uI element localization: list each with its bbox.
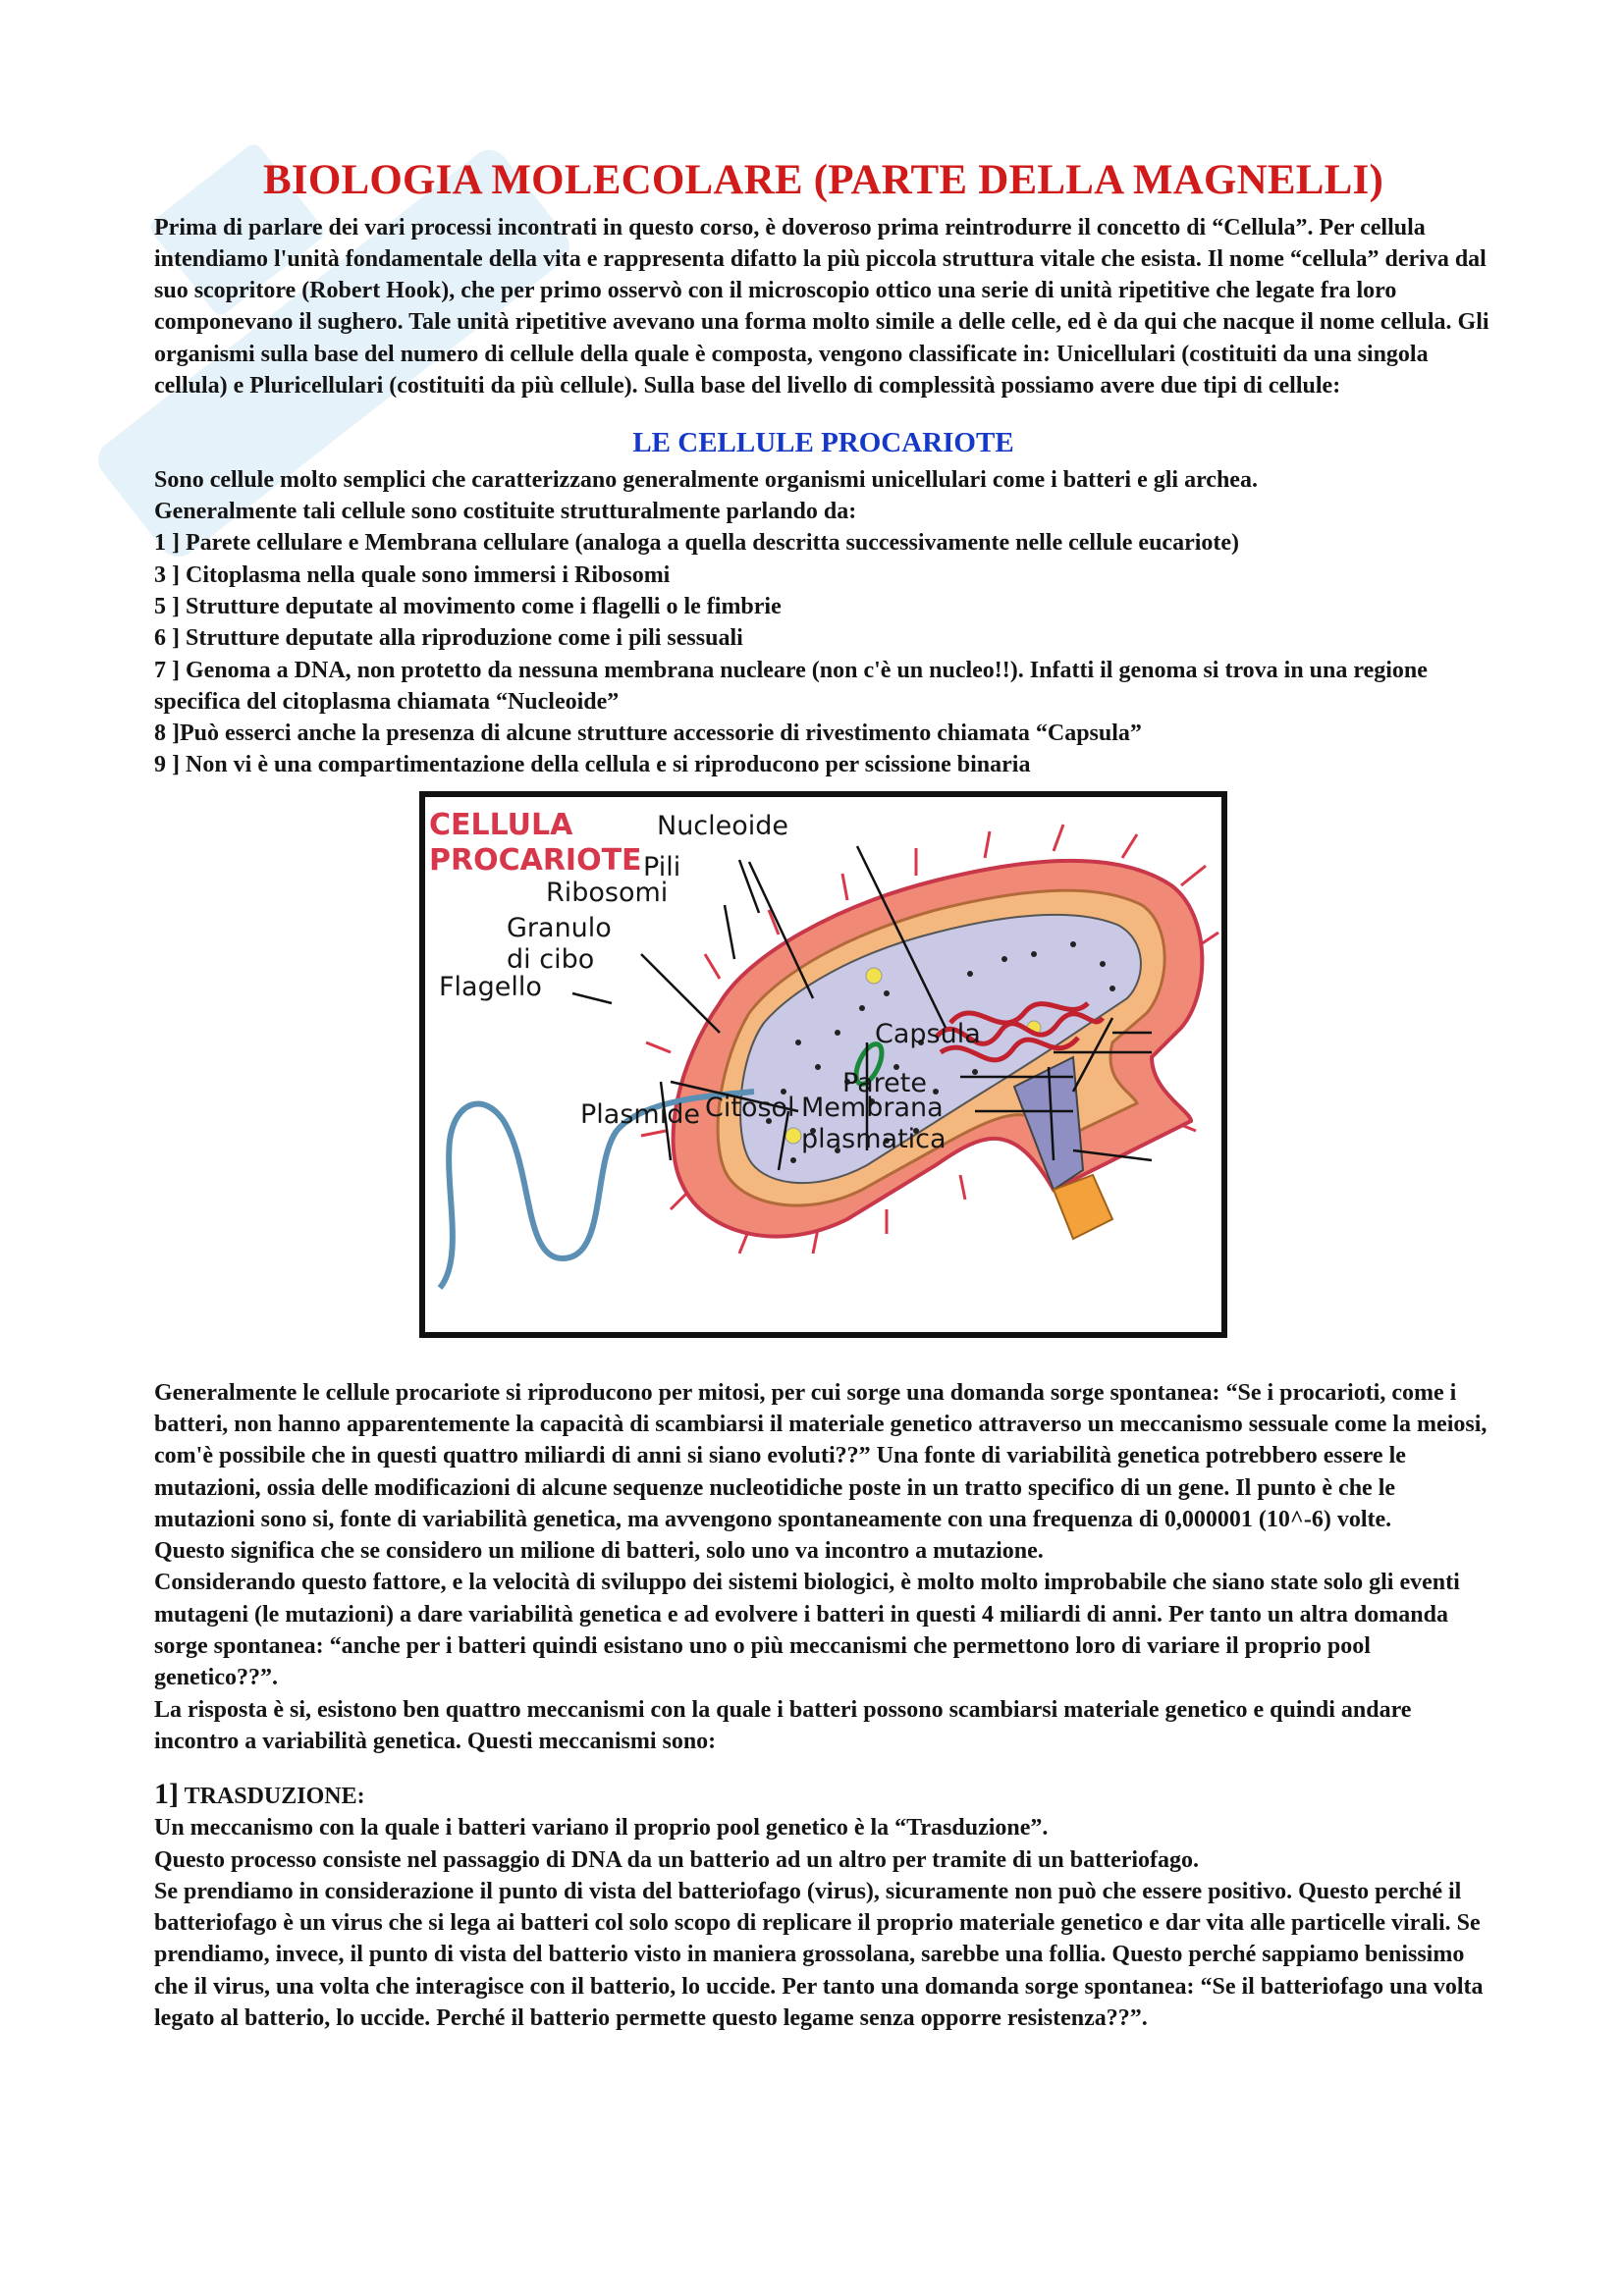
list-item: 9 ] Non vi è una compartimentazione della cellula e si riproducono per scissione binaria xyxy=(154,752,1031,778)
section-intro-line: Sono cellule molto semplici che caratterizzano generalmente organismi unicellulari come i batteri e gli archea. xyxy=(154,466,1258,493)
list-item: 7 ] Genoma a DNA, non protetto da nessuna membrana nucleare (non c'è un nucleo!!). Infatti il genoma si trova in una regione specifica del citoplasma chiamata “Nucleoide” xyxy=(154,657,1428,715)
list-item: 6 ] Strutture deputate alla riproduzione come i pili sessuali xyxy=(154,625,743,652)
section-title: LE CELLULE PROCARIOTE xyxy=(632,427,1014,459)
subsection-line: Se prendiamo in considerazione il punto di vista del batteriofago (virus), sicuramente non può che essere positivo. Questo perché il batteriofago è un virus che si lega ai batteri col solo scopo di replicare il proprio materiale genetico e dar vita alle particelle virali. Se prendiamo, invece, il punto di vista del batterio visto in maniera grossolana, sarebbe una follia. Questo perché sappiamo benissimo che il virus, una volta che interagisce con il batterio, lo uccide. Per tanto una domanda sorge spontanea: “Se il batteriofago una volta legato al batterio, lo uccide. Perché il batterio permette questo legame senza opporre resistenza??”. xyxy=(154,1878,1484,2032)
document-title: BIOLOGIA MOLECOLARE (PARTE DELLA MAGNELLI) xyxy=(263,157,1383,203)
label-membrana-line1: Membrana xyxy=(801,1092,944,1123)
food-granule xyxy=(866,968,882,984)
cell-illustration xyxy=(425,797,1221,1332)
body-paragraph: La risposta è si, esistono ben quattro meccanismi con la quale i batteri possono scambiarsi materiale genetico e quindi andare incontro a variabilità genetica. Questi meccanismi sono: xyxy=(154,1696,1412,1754)
body-paragraph: Generalmente le cellule procariote si riproducono per mitosi, per cui sorge una domanda sorge spontanea: “Se i procarioti, come i batteri, non hanno apparentemente la capacità di scambiarsi il materiale genetico attraverso un meccanismo sessuale come la meiosi, com'è possibile che in questi quattro miliardi di anni si siano evoluti??” Una fonte di variabilità genetica potrebbero essere le mutazioni, ossia delle modificazioni di alcune sequenze nucleotidiche poste in un tratto specifico di un gene. Il punto è che le mutazioni sono si, fonte di variabilità genetica, ma avvengono spontaneamente con una frequenza di 0,000001 (10^-6) volte. xyxy=(154,1379,1488,1532)
subsection-number: 1] xyxy=(154,1778,179,1811)
body-paragraph: Questo significa che se considero un milione di batteri, solo uno va incontro a mutazione. xyxy=(154,1538,1044,1565)
label-parete: Parete xyxy=(842,1067,927,1098)
food-granule xyxy=(785,1128,801,1144)
section-intro-line: Generalmente tali cellule sono costituite strutturalmente parlando da: xyxy=(154,499,857,525)
label-flagello: Flagello xyxy=(439,971,542,1002)
label-membrana-line2: plasmatica xyxy=(801,1123,947,1154)
label-ribosomi: Ribosomi xyxy=(546,877,669,908)
subsection-line: Questo processo consiste nel passaggio di DNA da un batterio ad un altro per tramite di un batteriofago. xyxy=(154,1846,1200,1873)
subsection-line: Un meccanismo con la quale i batteri variano il proprio pool genetico è la “Trasduzione”. xyxy=(154,1815,1049,1842)
figure-title-line1: CELLULA xyxy=(429,807,573,842)
list-item: 8 ]Può esserci anche la presenza di alcune strutture accessorie di rivestimento chiamata “Capsula” xyxy=(154,721,1142,747)
subsection-title: TRASDUZIONE: xyxy=(184,1784,365,1810)
label-citosol: Citosol xyxy=(705,1092,795,1123)
label-nucleoide: Nucleoide xyxy=(657,810,789,841)
figure-title-line2: PROCARIOTE xyxy=(429,842,642,878)
prokaryotic-cell-diagram xyxy=(419,791,1227,1338)
list-item: 5 ] Strutture deputate al movimento come i flagelli o le fimbrie xyxy=(154,593,782,619)
list-item: 1 ] Parete cellulare e Membrana cellulare (analoga a quella descritta successivamente nelle cellule eucariote) xyxy=(154,530,1240,557)
body-paragraph: Considerando questo fattore, e la velocità di sviluppo dei sistemi biologici, è molto molto improbabile che siano state solo gli eventi mutageni (le mutazioni) a dare variabilità genetica e ad evolvere i batteri in questi 4 miliardi di anni. Per tanto un altra domanda sorge spontanea: “anche per i batteri quindi esistano uno o più meccanismi che permettono loro di variare il proprio pool genetico??”. xyxy=(154,1570,1460,1691)
label-capsula: Capsula xyxy=(875,1018,981,1049)
label-pili: Pili xyxy=(643,851,681,882)
label-granulo-line1: Granulo xyxy=(507,912,612,943)
label-granulo-line2: di cibo xyxy=(507,943,595,975)
label-plasmide: Plasmide xyxy=(580,1098,700,1130)
subsection-heading xyxy=(154,1779,1492,1812)
document-page xyxy=(154,155,1492,2034)
intro-paragraph: Prima di parlare dei vari processi incontrati in questo corso, è doveroso prima reintrodurre il concetto di “Cellula”. Per cellula intendiamo l'unità fondamentale della vita e rappresenta difatto la più piccola struttura vitale che esista. Il nome “cellula” deriva dal suo scopritore (Robert Hook), che per primo osservò con il microscopio ottico una serie di unità ripetitive che legate fra loro componevano il sughero. Tale unità ripetitive avevano una forma molto simile a delle celle, ed è da qui che nacque il nome cellula. Gli organismi sulla base del numero di cellule della quale è composta, vengono classificate in: Unicellulari (costituiti da una singola cellula) e Pluricellulari (costituiti da più cellule). Sulla base del livello di complessità possiamo avere due tipi di cellule: xyxy=(154,214,1489,400)
list-item: 3 ] Citoplasma nella quale sono immersi i Ribosomi xyxy=(154,561,671,588)
